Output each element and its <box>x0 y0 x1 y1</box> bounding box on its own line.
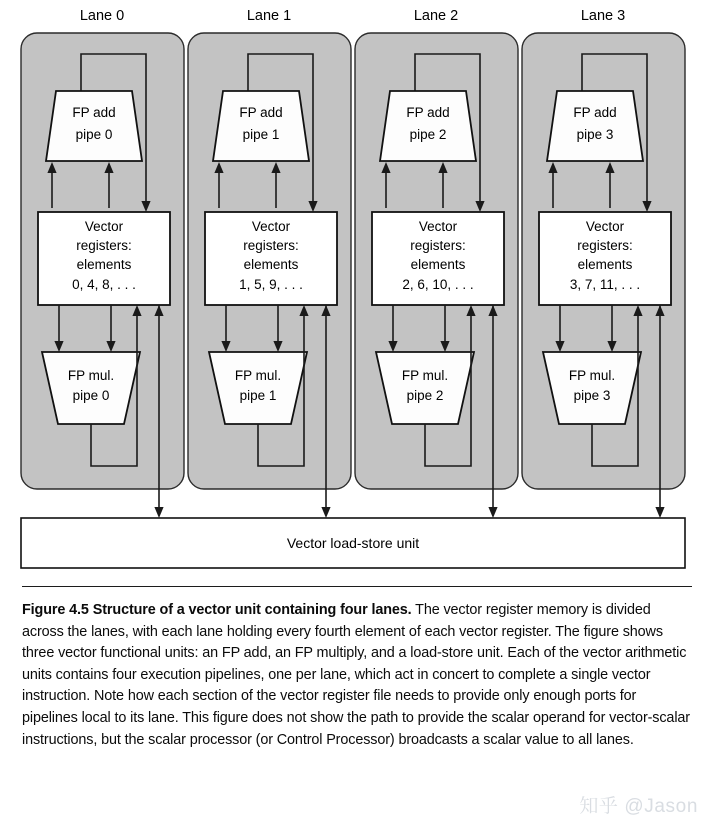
vector-register-line3-3: elements <box>577 257 633 272</box>
lane-group-1 <box>188 8 351 518</box>
figure-caption-text <box>22 600 692 751</box>
lsu-port-arrowhead-down-3 <box>655 507 664 518</box>
lane-label-1: Lane 1 <box>246 8 292 24</box>
fp-add-label-line1-2: FP add <box>406 105 450 120</box>
vector-register-line1-1: Vector <box>251 219 291 234</box>
fp-add-label-line1-0: FP add <box>72 105 116 120</box>
caption-figure-title: Structure of a vector unit containing four lanes. <box>92 602 412 618</box>
fp-mul-label-line2-0: pipe 0 <box>72 388 110 403</box>
lsu-port-arrowhead-down-2 <box>488 507 497 518</box>
lane-label-0: Lane 0 <box>79 8 125 24</box>
vector-register-line4-3: 3, 7, 11, . . . <box>569 277 641 292</box>
vector-register-line1-0: Vector <box>84 219 124 234</box>
vector-register-line3-2: elements <box>410 257 466 272</box>
lane-label-3: Lane 3 <box>580 8 626 24</box>
fp-mul-label-line2-2: pipe 2 <box>406 388 444 403</box>
vector-register-line1-3: Vector <box>585 219 625 234</box>
fp-mul-label-line1-1: FP mul. <box>234 368 282 383</box>
fp-add-unit-2 <box>380 91 476 161</box>
fp-add-unit-3 <box>547 91 643 161</box>
fp-add-label-line2-3: pipe 3 <box>576 127 614 142</box>
site-watermark: 知乎 @Jason <box>579 796 698 817</box>
vector-register-line2-1: registers: <box>243 238 299 253</box>
fp-mul-label-line1-2: FP mul. <box>401 368 449 383</box>
vector-register-line4-2: 2, 6, 10, . . . <box>402 277 474 292</box>
fp-add-label-line2-0: pipe 0 <box>75 127 113 142</box>
lane-group-3 <box>522 8 685 518</box>
caption-divider-rule <box>22 586 692 587</box>
lsu-port-arrowhead-down-1 <box>321 507 330 518</box>
fp-mul-label-line1-3: FP mul. <box>568 368 616 383</box>
fp-add-label-line2-2: pipe 2 <box>409 127 447 142</box>
fp-add-label-line1-1: FP add <box>239 105 283 120</box>
fp-add-unit-0 <box>46 91 142 161</box>
fp-mul-label-line2-1: pipe 1 <box>239 388 277 403</box>
lane-label-2: Lane 2 <box>413 8 459 24</box>
figure-caption-block <box>22 586 692 751</box>
lsu-port-arrowhead-down-0 <box>154 507 163 518</box>
vector-register-line2-2: registers: <box>410 238 466 253</box>
vector-load-store-unit-label: Vector load-store unit <box>286 535 420 551</box>
vector-register-line2-3: registers: <box>577 238 633 253</box>
vector-register-line3-0: elements <box>76 257 132 272</box>
vector-register-line4-0: 0, 4, 8, . . . <box>72 277 136 292</box>
fp-add-unit-1 <box>213 91 309 161</box>
lane-group-2 <box>355 8 518 518</box>
fp-mul-label-line2-3: pipe 3 <box>573 388 611 403</box>
fp-mul-label-line1-0: FP mul. <box>67 368 115 383</box>
vector-register-line1-2: Vector <box>418 219 458 234</box>
caption-figure-number: Figure 4.5 <box>22 602 89 618</box>
vector-register-line4-1: 1, 5, 9, . . . <box>239 277 303 292</box>
vector-register-line2-0: registers: <box>76 238 132 253</box>
fp-add-label-line1-3: FP add <box>573 105 617 120</box>
vector-register-line3-1: elements <box>243 257 299 272</box>
fp-add-label-line2-1: pipe 1 <box>242 127 280 142</box>
caption-figure-body: The vector register memory is divided across the lanes, with each lane holding every fourth element of each vector register. The figure shows three vector functional units: an FP add, an FP multiply, and a load-store unit. Each of the vector arithmetic units contains four execution pipelines, one per lane, which act in concert to complete a single vector instruction. Note how each section of the vector register file needs to provide only enough ports for pipelines local to its lane. This figure does not show the path to provide the scalar operand for vector-scalar instructions, but the scalar processor (or Control Processor) broadcasts a scalar value to all lanes. <box>22 602 690 748</box>
lane-group-0 <box>21 8 184 518</box>
